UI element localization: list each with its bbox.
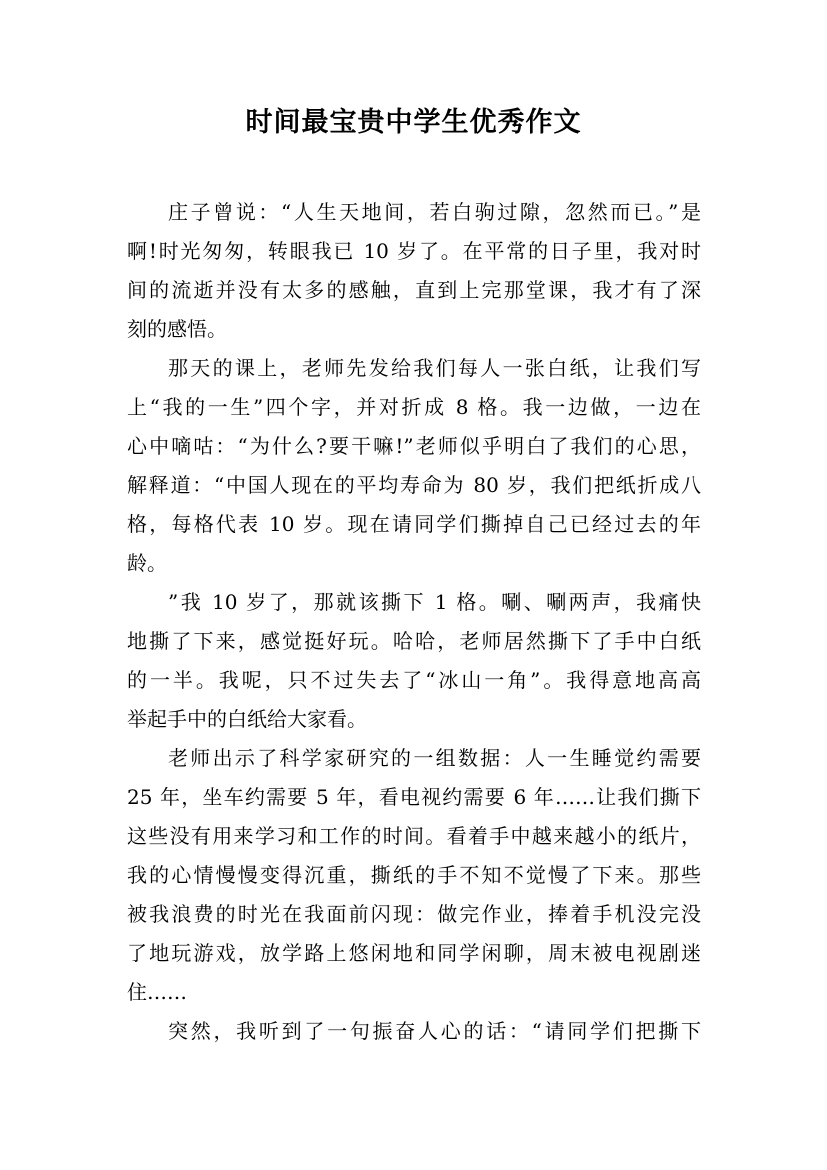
text-line: 举起手中的白纸给大家看。 — [127, 707, 367, 731]
text-line: 被我浪费的时光在我面前闪现：做完作业，捧着手机没完没 — [127, 902, 701, 926]
text-line: 地撕了下来，感觉挺好玩。哈哈，老师居然撕下了手中白纸 — [127, 629, 701, 653]
document-title: 时间最宝贵中学生优秀作文 — [245, 107, 582, 138]
text-line: 格，每格代表 10 岁。现在请同学们撕掉自己已经过去的年 — [127, 512, 701, 536]
text-line: 刻的感悟。 — [127, 317, 227, 341]
text-line: 25 年，坐车约需要 5 年，看电视约需要 6 年……让我们撕下 — [127, 785, 701, 809]
text-line: 的一半。我呢，只不过失去了“冰山一角”。我得意地高高 — [127, 668, 701, 692]
text-line: 我的心情慢慢变得沉重，撕纸的手不知不觉慢了下来。那些 — [127, 863, 701, 887]
text-line: 老师出示了科学家研究的一组数据：人一生睡觉约需要 — [168, 746, 701, 770]
text-line: 啊!时光匆匆，转眼我已 10 岁了。在平常的日子里，我对时 — [127, 239, 701, 263]
text-line: 庄子曾说：“人生天地间，若白驹过隙，忽然而已。”是 — [168, 200, 701, 224]
text-line: 心中嘀咕：“为什么?要干嘛!”老师似乎明白了我们的心思， — [127, 434, 701, 458]
text-line: 解释道：“中国人现在的平均寿命为 80 岁，我们把纸折成八 — [127, 473, 701, 497]
text-line: 了地玩游戏，放学路上悠闲地和同学闲聊，周末被电视剧迷 — [127, 941, 701, 965]
text-line: 住…… — [127, 980, 187, 1004]
text-line: 龄。 — [127, 551, 167, 575]
text-line: 突然，我听到了一句振奋人心的话：“请同学们把撕下 — [168, 1019, 701, 1043]
text-line: 那天的课上，老师先发给我们每人一张白纸，让我们写 — [168, 356, 701, 380]
text-line: 这些没有用来学习和工作的时间。看着手中越来越小的纸片， — [127, 824, 701, 848]
text-line: 间的流逝并没有太多的感触，直到上完那堂课，我才有了深 — [127, 278, 701, 302]
text-line: 上“我的一生”四个字，并对折成 8 格。我一边做，一边在 — [127, 395, 701, 419]
text-line: ”我 10 岁了，那就该撕下 1 格。唰、唰两声，我痛快 — [168, 590, 701, 614]
